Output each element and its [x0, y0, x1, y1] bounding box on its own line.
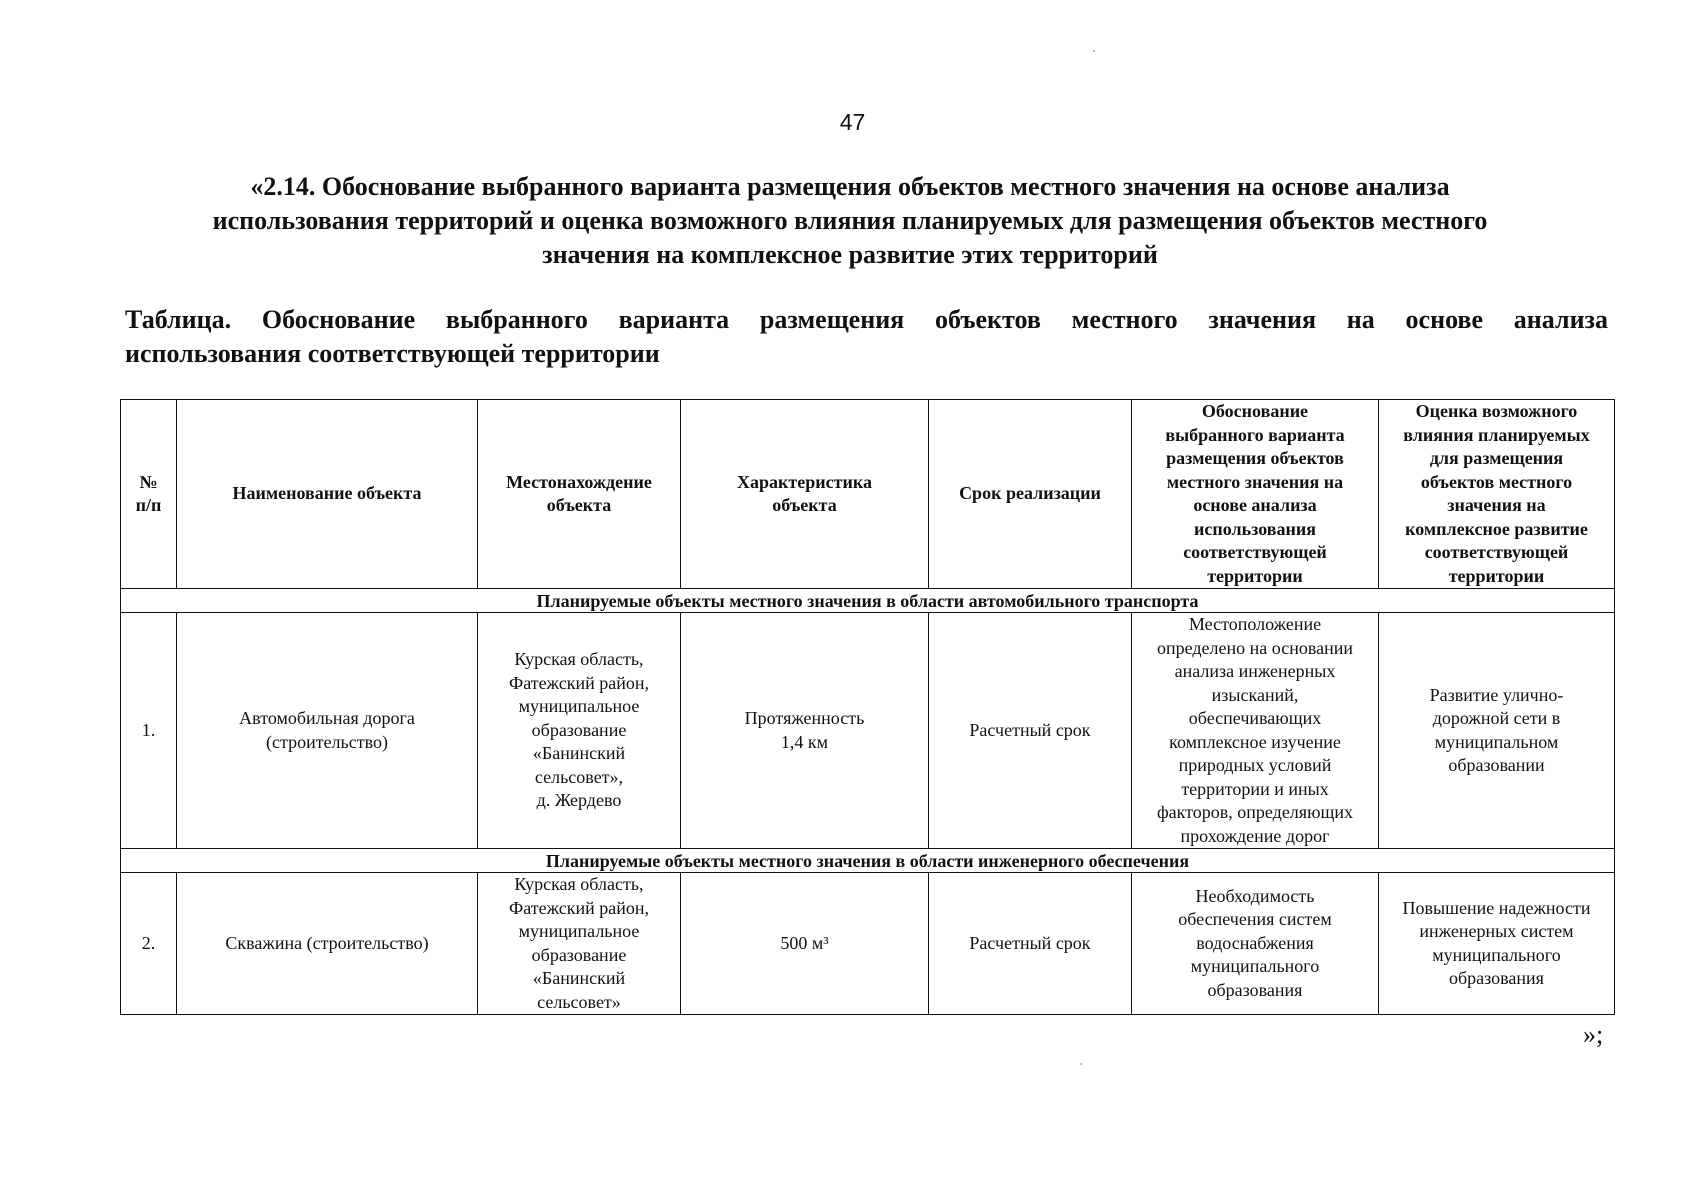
- cell-line: обеспечивающих: [1188, 708, 1322, 728]
- cell-line: №: [139, 471, 158, 492]
- group-row: [121, 849, 1615, 873]
- cell-characteristic: [681, 613, 929, 849]
- table-caption-line: Таблица. Обоснование выбранного варианта размещения объектов местного значения на основе анализа: [125, 305, 1608, 334]
- cell-term: Расчетный срок: [929, 873, 1132, 1015]
- table-caption-line: использования соответствующей территории: [125, 339, 660, 368]
- cell-justification: [1132, 873, 1379, 1015]
- cell-line: основе анализа: [1193, 495, 1317, 515]
- header-cell-term: [929, 400, 1132, 589]
- cell-line: территории и иных: [1181, 778, 1329, 799]
- cell-line: Местоположение: [1188, 614, 1322, 634]
- cell-number: 1.: [121, 613, 177, 849]
- cell-term: Расчетный срок: [929, 613, 1132, 849]
- cell-line: п/п: [135, 495, 162, 515]
- cell-line: соответствующей: [1183, 542, 1327, 562]
- cell-line: для размещения: [1429, 448, 1564, 468]
- cell-line: Оценка возможного: [1415, 401, 1578, 421]
- cell-line: анализа инженерных: [1174, 661, 1336, 681]
- cell-line: комплексное развитие: [1405, 518, 1588, 539]
- table-row: [121, 873, 1615, 1015]
- cell-line: Скважина (строительство): [225, 932, 429, 953]
- cell-line: образование: [531, 944, 627, 965]
- cell-line: соответствующей: [1424, 542, 1569, 562]
- cell-line: сельсовет»,: [534, 766, 624, 787]
- cell-line: Срок реализации: [959, 483, 1101, 504]
- cell-line: сельсовет»: [537, 991, 621, 1012]
- cell-line: Наименование объекта: [232, 483, 422, 504]
- cell-line: муниципального: [1432, 944, 1561, 965]
- cell-number: 2.: [121, 873, 177, 1015]
- cell-name: [177, 613, 478, 849]
- page-number: 47: [839, 109, 866, 135]
- cell-line: дорожной сети в: [1432, 708, 1561, 728]
- section-heading-line: «2.14. Обоснование выбранного варианта размещения объектов местного значения на основе анализа: [250, 172, 1450, 201]
- cell-line: комплексное изучение: [1169, 731, 1341, 752]
- cell-line: изысканий,: [1211, 684, 1299, 705]
- cell-line: Фатежский район,: [509, 672, 649, 693]
- group-title-road-transport: Планируемые объекты местного значения в области автомобильного транспорта: [121, 589, 1615, 613]
- justification-table: [120, 399, 1615, 1015]
- section-heading-line: использования территорий и оценка возможного влияния планируемых для размещения объектов местного: [212, 206, 1488, 235]
- cell-line: муниципального: [1190, 956, 1320, 977]
- cell-line: прохождение дорог: [1180, 825, 1330, 846]
- cell-line: образования: [1449, 968, 1544, 988]
- cell-line: объектов местного: [1420, 471, 1573, 492]
- cell-line: территории: [1207, 565, 1303, 586]
- cell-line: использования: [1194, 518, 1316, 539]
- cell-line: 500 м³: [780, 932, 829, 953]
- group-row: [121, 589, 1615, 613]
- cell-line: инженерных систем: [1419, 921, 1574, 941]
- cell-line: природных условий: [1178, 755, 1332, 775]
- cell-line: Обоснование: [1201, 401, 1309, 421]
- table-caption: [125, 303, 1608, 371]
- cell-line: факторов, определяющих: [1156, 802, 1354, 822]
- cell-line: Необходимость: [1195, 885, 1315, 906]
- section-heading-line: значения на комплексное развитие этих территорий: [542, 240, 1158, 269]
- cell-line: влияния планируемых: [1403, 424, 1590, 445]
- header-cell-location: [478, 400, 681, 589]
- cell-line: Развитие улично-: [1429, 684, 1564, 705]
- cell-line: муниципальное: [518, 921, 640, 941]
- cell-name: [177, 873, 478, 1015]
- cell-line: 1,4 км: [780, 731, 829, 752]
- cell-line: муниципальное: [518, 696, 640, 717]
- cell-line: образования: [1207, 979, 1303, 1000]
- header-cell-number: [121, 400, 177, 589]
- table-row: [121, 613, 1615, 849]
- scan-speck: [1093, 50, 1095, 52]
- cell-line: Протяженность: [744, 708, 865, 728]
- cell-line: Курская область,: [514, 649, 644, 670]
- cell-characteristic: [681, 873, 929, 1015]
- cell-line: объекта: [546, 495, 612, 515]
- cell-line: Характеристика: [737, 471, 872, 492]
- header-cell-characteristic: [681, 400, 929, 589]
- cell-line: Курская область,: [514, 874, 644, 894]
- cell-line: «Банинский: [532, 743, 626, 764]
- cell-line: размещения объектов: [1166, 448, 1344, 468]
- cell-line: Автомобильная дорога: [239, 708, 415, 728]
- cell-line: водоснабжения: [1196, 932, 1314, 953]
- cell-line: (строительство): [266, 731, 388, 752]
- cell-line: обеспечения систем: [1178, 909, 1332, 930]
- cell-line: муниципальном: [1434, 731, 1559, 752]
- cell-location: [478, 873, 681, 1015]
- cell-line: Местонахождение: [506, 471, 652, 492]
- cell-line: местного значения на: [1166, 471, 1344, 492]
- cell-line: территории: [1448, 565, 1545, 586]
- cell-impact: [1379, 873, 1615, 1015]
- cell-line: образовании: [1448, 755, 1545, 775]
- cell-line: определено на основании: [1157, 637, 1353, 658]
- closing-quote-mark: »;: [1583, 1020, 1604, 1049]
- table-header-row: [121, 400, 1615, 589]
- cell-line: образование: [531, 719, 627, 740]
- section-heading: [150, 170, 1550, 272]
- cell-impact: [1379, 613, 1615, 849]
- header-cell-justification: [1132, 400, 1379, 589]
- cell-line: д. Жердево: [536, 790, 622, 811]
- cell-line: значения на: [1447, 495, 1546, 515]
- cell-line: выбранного варианта: [1165, 424, 1345, 445]
- cell-line: объекта: [772, 495, 837, 515]
- header-cell-impact: [1379, 400, 1615, 589]
- header-cell-name: [177, 400, 478, 589]
- group-title-engineering: Планируемые объекты местного значения в области инженерного обеспечения: [121, 849, 1615, 873]
- scan-speck: [1080, 1063, 1082, 1065]
- cell-line: Повышение надежности: [1402, 897, 1591, 918]
- cell-justification: [1132, 613, 1379, 849]
- cell-line: «Банинский: [532, 968, 626, 988]
- cell-location: [478, 613, 681, 849]
- cell-line: Фатежский район,: [509, 897, 649, 918]
